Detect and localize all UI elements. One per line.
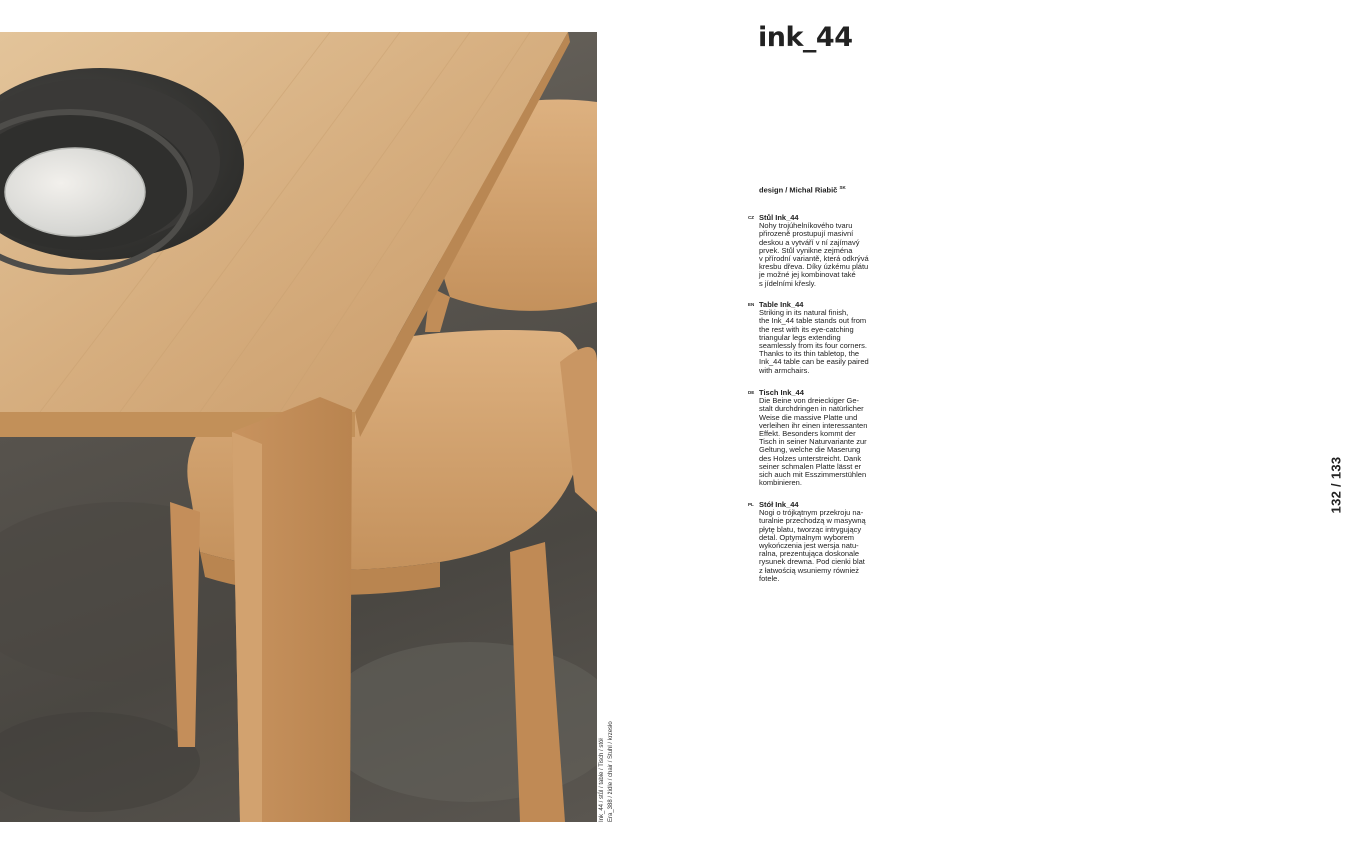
- lang-tag: CZ: [748, 215, 754, 220]
- designer-country: SK: [839, 185, 846, 190]
- section-heading: Table Ink_44: [759, 300, 804, 309]
- lang-tag: EN: [748, 302, 755, 307]
- table-chair-illustration: [0, 32, 597, 822]
- designer-label: design / Michal Riabič: [759, 185, 838, 195]
- section-pl: [748, 500, 871, 583]
- section-cz: [748, 213, 871, 288]
- section-de: [748, 388, 871, 488]
- section-text: Nogi o trójkątnym przekroju na- turalnie przechodzą w masywną płytę blatu, tworząc intrygujący detal. Optymalnym wyborem wykończenia jest wersja natu- ralna, prezentująca doskonale rysunek drewna. Pod cienki blat z łatwością wsuniemy również fotele.: [759, 508, 866, 583]
- section-heading: Tisch Ink_44: [759, 388, 804, 397]
- section-heading: Stół Ink_44: [759, 500, 799, 509]
- caption-line-1: Ink_44 / stůl / table / Tisch / stół: [599, 738, 605, 822]
- section-text: Nohy trojúhelníkového tvaru přirozeně prostupují masivní deskou a vytváří v ní zajímavý prvek. Stůl vynikne zejména v přírodní variantě, která odkrývá kresbu dřeva. Díky úzkému plátu je možné jej kombinovat také s jídelními křesly.: [759, 221, 869, 288]
- lang-tag: PL: [748, 502, 754, 507]
- product-title: ink_44: [758, 22, 853, 53]
- designer-credit: [759, 185, 846, 195]
- lang-tag: DE: [748, 390, 755, 395]
- product-photo: [0, 32, 597, 822]
- caption-line-2: Era_388 / židle / chair / Stuhl / krzesło: [608, 721, 614, 822]
- section-en: [748, 300, 871, 375]
- page-number: 132 / 133: [1328, 456, 1344, 514]
- section-heading: Stůl Ink_44: [759, 213, 799, 222]
- section-text: Striking in its natural finish, the Ink_44 table stands out from the rest with its eye-catching triangular legs extending seamlessly from its four corners. Thanks to its thin tabletop, the Ink_44 table can be easily paired with armchairs.: [759, 308, 869, 375]
- section-text: Die Beine von dreieckiger Ge- stalt durchdringen in natürlicher Weise die massive Platte und verleihen ihr einen interessanten Effekt. Besonders kommt der Tisch in seiner Naturvariante zur Geltung, welche die Maserung des Holzes unterstreicht. Dank seiner schmalen Platte lässt er sich auch mit Esszimmerstühlen kombinieren.: [759, 396, 868, 488]
- photo-caption: [598, 662, 622, 822]
